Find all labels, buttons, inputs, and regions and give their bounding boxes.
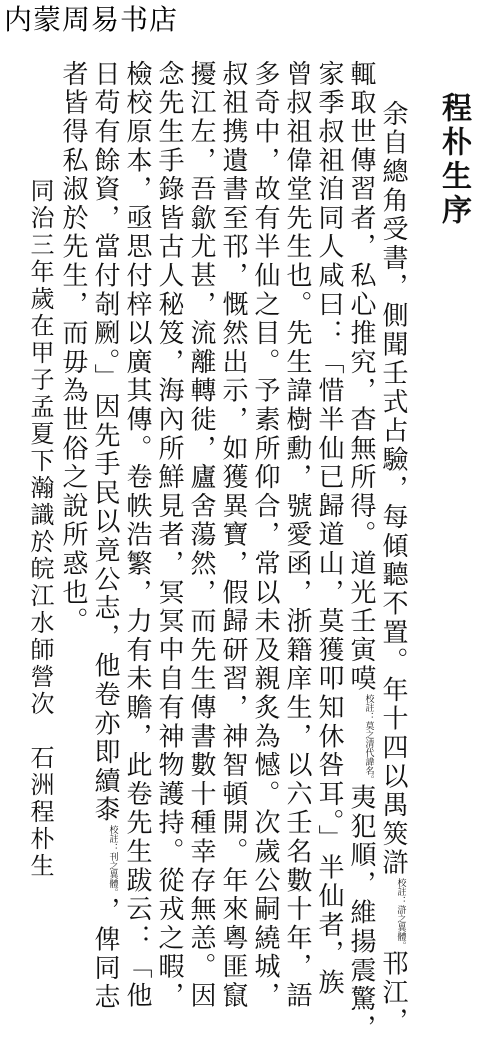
annotation-note-1: 校註：滸之異體。 <box>395 877 406 950</box>
text-column-9: 檢校原本，亟思付梓以廣其傳。卷帙浩繁，力有未贍，此卷先生跋云：「他 <box>122 60 152 1011</box>
watermark-text: 内蒙周易书店 <box>4 3 179 36</box>
text-column-2-end: 夷犯順，維揚震驚， <box>346 783 376 1043</box>
text-column-10-char: 桼 <box>90 795 120 825</box>
colophon-column: 同治三年歲在甲子孟夏下瀚識於皖江水師營次 石洲程朴生 <box>26 178 54 880</box>
text-column-7: 擾江左，吾歙尤甚，流離轉徙，廬舍蕩然，而先生傳書數十種幸存無恙。因 <box>186 60 216 1011</box>
text-column-4: 曾叔祖偉堂先生也。先生諱樹勳，號愛函，浙籍庠生，以六壬名數十年，語 <box>282 60 312 1011</box>
annotation-note-3: 校註：刊之異體。 <box>107 824 118 897</box>
text-column-1 <box>380 100 406 1036</box>
text-column-1-main: 余自總角受書，側聞壬式占驗，每傾聽不置。年十四以禺筴 <box>378 100 408 849</box>
text-column-5: 多奇中，故有半仙之目。予素所仰合，常以未及親炙為憾。次歲公嗣繞城， <box>250 60 280 1011</box>
text-column-3: 家季叔祖洎同人咸曰：「惜半仙已歸道山，莫獲叩知休咎耳。」半仙者，族 <box>314 60 344 998</box>
text-column-1-char: 滸 <box>378 848 408 878</box>
text-column-6: 叔祖携遺書至邗，慨然出示，如獲異寶，假歸研習，神智頓開。年來粵匪竄 <box>218 60 248 1011</box>
text-column-1-end: 邗江， <box>378 949 408 1037</box>
preface-title: 程朴生序 <box>436 92 471 228</box>
text-column-2-char: 嗼 <box>346 664 376 694</box>
annotation-note-2: 校註：莫之清代諱名。 <box>363 693 374 784</box>
text-column-10 <box>92 60 118 1012</box>
text-column-11: 者皆得私淑於先生，而毋為世俗之說所惑也。 <box>58 60 88 636</box>
text-column-10-end: ，俾同志 <box>90 896 120 1012</box>
text-column-10-main: 日苟有餘資，當付剞劂。」因先手民以竟公志，他卷亦即續 <box>90 60 120 796</box>
text-column-2-main: 輒取世傳習者，私心推究，杳無所得。道光壬寅 <box>346 60 376 665</box>
text-column-8: 念先生手錄皆古人秘笈，海內所鮮見者，冥冥中自有神物護持。從戎之暇， <box>154 60 184 1011</box>
text-column-2 <box>348 60 374 1043</box>
